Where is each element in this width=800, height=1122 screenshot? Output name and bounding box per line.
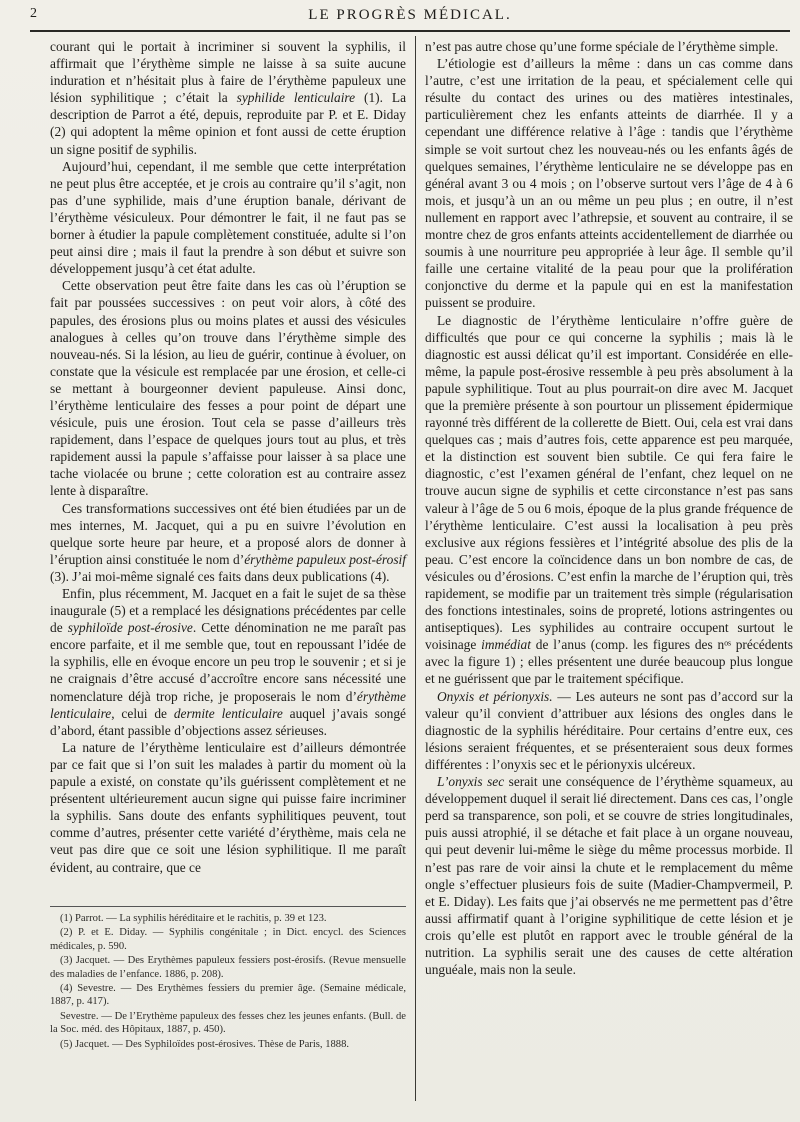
page-number: 2 [30,6,37,21]
footnote: (1) Parrot. — La syphilis héréditaire et le rachitis, p. 39 et 123. [60,913,327,924]
paragraph: Onyxis et périonyxis. — Les auteurs ne sont pas d’accord sur la valeur qu’il convient d’attribuer aux lésions des ongles dans le diagnostic de la syphilis héréditaire. Pour certains d’entre eux, ces lésions seraient fréquentes, et se présenteraient sous deux formes différentes : l’onyxis sec et le périonyxis ulcéreux. [425,688,793,772]
paragraph: Ces transformations successives ont été bien étudiées par un de mes internes, M. Jacquet, qui a pu en suivre l’évolution en quelque sorte heure par heure, et a proposé alors de donner à l’éruption ainsi constituée le nom d’érythème papuleux post-érosif (3). J’ai moi-même signalé ces faits dans deux publications (4). [50,500,406,584]
page-header [30,6,790,28]
header-rule [30,30,790,32]
journal-title: LE PROGRÈS MÉDICAL. [308,7,512,23]
left-column [50,38,406,876]
paragraph: La nature de l’érythème lenticulaire est d’ailleurs démontrée par ce fait que si l’on suit les malades à partir du moment où la papule a existé, on constate qu’ils guérissent complètement et ne présentent ultérieurement aucun signe qui puisse faire incriminer la syphilis. Sans doute des enfants syphilitiques peuvent, tout comme d’autres, présenter cette variété d’érythème, mais cela ne veut pas dire que ce soit une lésion syphilitique. Il me paraît évident, au contraire, que ce [50,739,406,875]
paragraph: Le diagnostic de l’érythème lenticulaire n’offre guère de difficultés que pour ce qui concerne la syphilis ; mais là le diagnostic est aussi délicat qu’il est important. Considérée en elle-même, la papule post-érosive ressemble à peu près absolument à la papule syphilitique. Tout au plus pourrait-on dire avec M. Jacquet que la première présente à son pourtour un plissement épidermique rayonné très différent de la collerette de Biett. Oui, cela est vrai dans quelques cas ; mais d’autres fois, cette apparence est peu marquée, et la distinction est souvent bien subtile. Ce qui fera faire le diagnostic, c’est l’examen général de l’enfant, chez lequel on ne trouve aucun signe de syphilis et cette circonstance n’est pas sans valeur à l’âge de 5 ou 6 mois, époque de la plus grande fréquence de l’érythème lenticulaire. C’est aussi la localisation à peu près exclusive aux régions fessières et l’intégrité absolue des plis de la peau. C’est encore la coïncidence dans un bon nombre de cas, de vésicules ou d’érosions. C’est enfin la marche de l’éruption qui, très rapidement, se modifie par un traitement très simple (régularisation des fonctions intestinales, soins de propreté, lotions astringentes ou antiseptiques). Les syphilides au contraire occupent surtout le voisinage immédiat de l’anus (comp. les figures des nᵒˢ précédents avec la figure 1) ; elles présentent une durée beaucoup plus longue et ne guérissent que par le traitement spécifique. [425,312,793,687]
paragraph: L’onyxis sec serait une conséquence de l’érythème squameux, au développement duquel il serait lié directement. Dans ces cas, l’ongle perd sa transparence, son poli, et se couvre de stries longitudinales, puis aussi atrophié, il se détache et fait place à un organe nouveau, qui peut devenir lui-même le siège du même processus morbide. Il n’est pas rare de voir ainsi la chute et le remplacement du même ongle s’effectuer plusieurs fois de suite (Madier-Champvermeil, P. et E. Diday). Les faits que j’ai observés ne me permettent pas d’être aussi affirmatif quant à l’origine syphilitique de cette lésion et je crois qu’elle est plutôt en rapport avec le trouble général de la nutrition. La syphilis serait une des causes de cette altération unguéale, mais non la seule. [425,774,793,978]
footnote: (4) Sevestre. — Des Erythèmes fessiers du premier âge. (Semaine médicale, 1887, p. 417). [50,983,406,1008]
footnote: (2) P. et E. Diday. — Syphilis congénitale ; in Dict. encycl. des Sciences médicales, p. 590. [50,927,406,952]
paragraph: Enfin, plus récemment, M. Jacquet en a fait le sujet de sa thèse inaugurale (5) et a remplacé les désignations précédentes par celle de syphiloïde post-érosive. Cette dénomination ne me paraît pas encore parfaite, et il me semble que, tout en repoussant l’idée de la syphilis, elle en évoque encore un peu trop le souvenir ; et si je ne craignais d’être accusé d’accroître encore sans nécessité une nomenclature déjà trop riche, je proposerais le nom d’érythème lenticulaire, celui de dermite lenticulaire auquel j’avais songé d’abord, étant passible d’objections assez sérieuses. [50,586,407,738]
paragraph: Aujourd’hui, cependant, il me semble que cette interprétation ne peut plus être acceptée, et je crois au contraire qu’il s’agit, non pas d’une syphilide, mais d’une éruption banale, dérivant de l’érythème vésiculeux. Pour démontrer le fait, il ne faut pas se borner à étudier la papule complètement constituée, adulte si l’on peut ainsi dire ; mais il faut la prendre à son début et suivre son développement jusqu’à cet état adulte. [50,158,406,277]
paragraph: n’est pas autre chose qu’une forme spéciale de l’érythème simple. [425,39,779,54]
column-divider [415,36,416,1101]
paragraph: Cette observation peut être faite dans les cas où l’éruption se fait par poussées successives : on peut voir alors, à côté des papules, des érosions plus ou moins plates et aussi des vésicules analogues à celles qu’on trouve dans l’érythème simple des nouveau-nés. Si la lésion, au lieu de guérir, continue à évoluer, on constate que la vésicule est remplacée par une érosion, et celle-ci se mettant à bourgeonner devient papuleuse. Ainsi donc, l’érythème lenticulaire des fesses a pour point de départ une vésicule, puis une érosion. Tout cela se passe d’ailleurs très rapidement, dans l’espace de quelques jours tout au plus, et très rapidement aussi la papule s’affaisse pour laisser à sa place une tache violacée ou brune ; cette coloration est au contraire assez lente à disparaître. [50,278,406,499]
paragraph: L’étiologie est d’ailleurs la même : dans un cas comme dans l’autre, c’est une irritation de la peau, et spécialement celle qui résulte du contact des urines ou des matières intestinales, particulièrement chez les enfants atteints de diarrhée. Il y a cependant une différence relative à l’âge : tandis que l’érythème simple se voit surtout chez les nouveau-nés ou les enfants âgés de quelques semaines, l’érythème lenticulaire ne se développe pas en général avant 3 ou 4 mois ; on l’observe surtout vers l’âge de 4 à 6 mois, et jusqu’à un an ou même un peu plus ; en outre, il n’est nullement en rapport avec l’athrepsie, et souvent au contraire, il se montre chez de gros enfants atteints accidentellement de diarrhée ou soumis à une nourriture peu appropriée à leur âge. Il semble qu’il faille une certaine vitalité de la peau pour que la prolifération conjonctive du derme et la papule qui en est la manifestation puissent se produire. [425,56,793,311]
right-column [425,38,793,978]
paragraph: courant qui le portait à incriminer si souvent la syphilis, il affirmait que l’érythème simple ne laisse à sa suite aucune induration et n’hésitait plus à faire de l’érythème papuleux une lésion syphilitique ; c’était la syphilide lenticulaire (1). La description de Parrot a été, depuis, reproduite par P. et E. Diday (2) qui adoptent la même opinion et font aussi de cette éruption un signe positif de syphilis. [50,39,407,157]
footnote: (5) Jacquet. — Des Syphiloïdes post-érosives. Thèse de Paris, 1888. [60,1038,350,1050]
footnote: (3) Jacquet. — Des Erythèmes papuleux fessiers post-érosifs. (Revue mensuelle des maladies de l’enfance. 1886, p. 208). [50,955,406,980]
footnotes-rule [50,906,406,907]
footnotes [50,912,406,1052]
footnote: Sevestre. — De l’Erythème papuleux des fesses chez les jeunes enfants. (Bull. de la Soc. méd. des Hôpitaux, 1887, p. 450). [50,1010,406,1036]
